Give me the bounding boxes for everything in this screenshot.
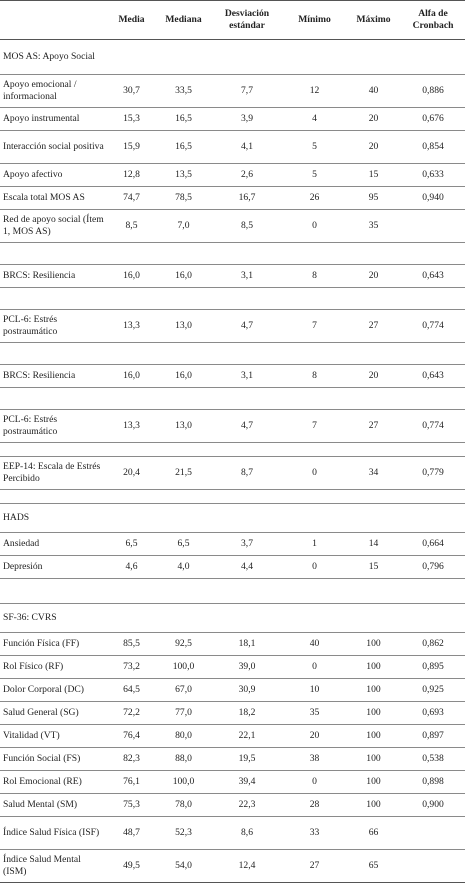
spacer-cell: [0, 343, 465, 365]
cell-minimo: 0: [283, 656, 346, 679]
cell-alfa: 0,898: [401, 771, 465, 794]
header-cell-media: Media: [107, 1, 156, 40]
cell-maximo: 100: [346, 725, 401, 748]
row-label: Dolor Corporal (DC): [0, 679, 107, 702]
section-empty-cell: [283, 504, 346, 533]
cell-minimo: 0: [283, 457, 346, 490]
row-label: Salud General (SG): [0, 702, 107, 725]
cell-media: 13,3: [107, 310, 156, 343]
table-row: [0, 265, 465, 288]
cell-minimo: 12: [283, 75, 346, 108]
cell-alfa: 0,643: [401, 265, 465, 288]
cell-minimo: 33: [283, 817, 346, 850]
cell-desviacion: 3,9: [211, 108, 283, 131]
cell-mediana: 77,0: [156, 702, 211, 725]
section-empty-cell: [211, 604, 283, 633]
cell-desviacion: 19,5: [211, 748, 283, 771]
cell-desviacion: 22,1: [211, 725, 283, 748]
cell-media: 20,4: [107, 457, 156, 490]
cell-mediana: 21,5: [156, 457, 211, 490]
cell-alfa: 0,886: [401, 75, 465, 108]
cell-minimo: 20: [283, 725, 346, 748]
cell-maximo: 100: [346, 794, 401, 817]
cell-minimo: 7: [283, 310, 346, 343]
cell-maximo: 100: [346, 679, 401, 702]
spacer-cell: [0, 443, 465, 457]
spacer-row: [0, 579, 465, 604]
table-row: [0, 365, 465, 388]
cell-alfa: 0,897: [401, 725, 465, 748]
row-label: PCL-6: Estrés postraumático: [0, 410, 107, 443]
cell-mediana: 92,5: [156, 633, 211, 656]
cell-mediana: 100,0: [156, 656, 211, 679]
section-empty-cell: [401, 40, 465, 75]
table-row: [0, 656, 465, 679]
cell-alfa: [401, 850, 465, 883]
cell-media: 6,5: [107, 533, 156, 556]
row-label: Índice Salud Mental (ISM): [0, 850, 107, 883]
cell-mediana: 16,5: [156, 108, 211, 131]
section-empty-cell: [346, 40, 401, 75]
cell-mediana: 54,0: [156, 850, 211, 883]
cell-maximo: 34: [346, 457, 401, 490]
section-label: SF-36: CVRS: [0, 604, 107, 633]
cell-media: 49,5: [107, 850, 156, 883]
cell-desviacion: 4,7: [211, 410, 283, 443]
cell-mediana: 7,0: [156, 210, 211, 243]
spacer-row: [0, 443, 465, 457]
cell-mediana: 100,0: [156, 771, 211, 794]
row-label: Índice Salud Física (ISF): [0, 817, 107, 850]
header-cell-minimo: Mínimo: [283, 1, 346, 40]
cell-minimo: 4: [283, 108, 346, 131]
table-row: [0, 556, 465, 579]
cell-desviacion: 7,7: [211, 75, 283, 108]
table-row: [0, 410, 465, 443]
section-empty-cell: [156, 604, 211, 633]
table-row: [0, 702, 465, 725]
table-row: [0, 850, 465, 883]
header-row: [0, 1, 465, 40]
cell-media: 64,5: [107, 679, 156, 702]
section-empty-cell: [211, 40, 283, 75]
section-empty-cell: [107, 40, 156, 75]
cell-maximo: 20: [346, 365, 401, 388]
table-row: [0, 679, 465, 702]
cell-alfa: 0,779: [401, 457, 465, 490]
cell-mediana: 16,5: [156, 131, 211, 164]
cell-desviacion: 16,7: [211, 187, 283, 210]
cell-desviacion: 18,2: [211, 702, 283, 725]
section-empty-cell: [107, 604, 156, 633]
table-row: [0, 131, 465, 164]
spacer-row: [0, 288, 465, 310]
row-label: BRCS: Resiliencia: [0, 365, 107, 388]
cell-media: 16,0: [107, 365, 156, 388]
cell-maximo: 35: [346, 210, 401, 243]
section-empty-cell: [156, 40, 211, 75]
cell-mediana: 6,5: [156, 533, 211, 556]
table-row: [0, 75, 465, 108]
spacer-row: [0, 490, 465, 504]
cell-maximo: 14: [346, 533, 401, 556]
cell-minimo: 8: [283, 265, 346, 288]
cell-alfa: 0,940: [401, 187, 465, 210]
cell-maximo: 40: [346, 75, 401, 108]
spacer-cell: [0, 288, 465, 310]
table-row: [0, 771, 465, 794]
cell-alfa: 0,854: [401, 131, 465, 164]
cell-maximo: 95: [346, 187, 401, 210]
cell-alfa: 0,676: [401, 108, 465, 131]
table-row: [0, 457, 465, 490]
cell-minimo: 35: [283, 702, 346, 725]
cell-media: 82,3: [107, 748, 156, 771]
cell-minimo: 7: [283, 410, 346, 443]
section-label: MOS AS: Apoyo Social: [0, 40, 107, 75]
cell-minimo: 1: [283, 533, 346, 556]
cell-maximo: 15: [346, 164, 401, 187]
table-row: [0, 817, 465, 850]
cell-desviacion: 4,4: [211, 556, 283, 579]
cell-maximo: 66: [346, 817, 401, 850]
row-label: Rol Emocional (RE): [0, 771, 107, 794]
header-cell-label: [0, 1, 107, 40]
row-label: Depresión: [0, 556, 107, 579]
cell-maximo: 20: [346, 108, 401, 131]
cell-mediana: 16,0: [156, 265, 211, 288]
table-row: [0, 310, 465, 343]
section-empty-cell: [346, 604, 401, 633]
cell-alfa: 0,664: [401, 533, 465, 556]
cell-minimo: 26: [283, 187, 346, 210]
cell-media: 76,4: [107, 725, 156, 748]
cell-mediana: 4,0: [156, 556, 211, 579]
row-label: Rol Físico (RF): [0, 656, 107, 679]
section-empty-cell: [211, 504, 283, 533]
row-label: BRCS: Resiliencia: [0, 265, 107, 288]
cell-media: 13,3: [107, 410, 156, 443]
row-label: Función Social (FS): [0, 748, 107, 771]
cell-desviacion: 4,7: [211, 310, 283, 343]
table-row: [0, 164, 465, 187]
section-row: [0, 40, 465, 75]
cell-maximo: 27: [346, 410, 401, 443]
header-cell-maximo: Máximo: [346, 1, 401, 40]
cell-minimo: 10: [283, 679, 346, 702]
cell-minimo: 28: [283, 794, 346, 817]
cell-media: 48,7: [107, 817, 156, 850]
header-cell-mediana: Mediana: [156, 1, 211, 40]
table-row: [0, 794, 465, 817]
row-label: Vitalidad (VT): [0, 725, 107, 748]
cell-desviacion: 3,7: [211, 533, 283, 556]
cell-mediana: 52,3: [156, 817, 211, 850]
cell-desviacion: 3,1: [211, 365, 283, 388]
spacer-row: [0, 243, 465, 265]
cell-minimo: 0: [283, 556, 346, 579]
section-empty-cell: [283, 40, 346, 75]
section-empty-cell: [283, 604, 346, 633]
table-row: [0, 748, 465, 771]
cell-desviacion: 39,0: [211, 656, 283, 679]
spacer-cell: [0, 388, 465, 410]
section-empty-cell: [401, 504, 465, 533]
spacer-row: [0, 388, 465, 410]
cell-desviacion: 8,6: [211, 817, 283, 850]
cell-alfa: [401, 210, 465, 243]
cell-alfa: 0,633: [401, 164, 465, 187]
row-label: Ansiedad: [0, 533, 107, 556]
cell-media: 85,5: [107, 633, 156, 656]
cell-maximo: 15: [346, 556, 401, 579]
row-label: Red de apoyo social (Ítem 1, MOS AS): [0, 210, 107, 243]
table-row: [0, 533, 465, 556]
cell-alfa: 0,774: [401, 310, 465, 343]
cell-maximo: 27: [346, 310, 401, 343]
header-cell-alfa: Alfa de Cronbach: [401, 1, 465, 40]
table-row: [0, 108, 465, 131]
cell-desviacion: 4,1: [211, 131, 283, 164]
cell-alfa: 0,796: [401, 556, 465, 579]
cell-minimo: 40: [283, 633, 346, 656]
cell-media: 8,5: [107, 210, 156, 243]
cell-alfa: 0,693: [401, 702, 465, 725]
table-row: [0, 725, 465, 748]
cell-desviacion: 3,1: [211, 265, 283, 288]
cell-minimo: 0: [283, 771, 346, 794]
cell-minimo: 8: [283, 365, 346, 388]
cell-alfa: 0,643: [401, 365, 465, 388]
cell-desviacion: 22,3: [211, 794, 283, 817]
cell-mediana: 13,0: [156, 310, 211, 343]
cell-desviacion: 30,9: [211, 679, 283, 702]
cell-alfa: 0,538: [401, 748, 465, 771]
cell-mediana: 80,0: [156, 725, 211, 748]
cell-mediana: 78,5: [156, 187, 211, 210]
cell-maximo: 20: [346, 265, 401, 288]
cell-alfa: 0,925: [401, 679, 465, 702]
cell-media: 76,1: [107, 771, 156, 794]
section-label: HADS: [0, 504, 107, 533]
section-empty-cell: [346, 504, 401, 533]
cell-mediana: 67,0: [156, 679, 211, 702]
cell-mediana: 78,0: [156, 794, 211, 817]
cell-desviacion: 2,6: [211, 164, 283, 187]
row-label: Escala total MOS AS: [0, 187, 107, 210]
cell-media: 74,7: [107, 187, 156, 210]
cell-alfa: 0,900: [401, 794, 465, 817]
cell-maximo: 100: [346, 702, 401, 725]
cell-media: 4,6: [107, 556, 156, 579]
row-label: Salud Mental (SM): [0, 794, 107, 817]
cell-media: 72,2: [107, 702, 156, 725]
cell-minimo: 5: [283, 131, 346, 164]
table-row: [0, 633, 465, 656]
row-label: PCL-6: Estrés postraumático: [0, 310, 107, 343]
cell-desviacion: 18,1: [211, 633, 283, 656]
section-empty-cell: [107, 504, 156, 533]
cell-minimo: 0: [283, 210, 346, 243]
cell-maximo: 65: [346, 850, 401, 883]
cell-mediana: 88,0: [156, 748, 211, 771]
cell-media: 12,8: [107, 164, 156, 187]
table-row: [0, 210, 465, 243]
row-label: Función Física (FF): [0, 633, 107, 656]
cell-desviacion: 39,4: [211, 771, 283, 794]
cell-alfa: [401, 817, 465, 850]
cell-desviacion: 12,4: [211, 850, 283, 883]
table-row: [0, 187, 465, 210]
cell-minimo: 27: [283, 850, 346, 883]
cell-maximo: 100: [346, 656, 401, 679]
row-label: Apoyo instrumental: [0, 108, 107, 131]
section-row: [0, 504, 465, 533]
table-body: [0, 40, 465, 883]
row-label: Interacción social positiva: [0, 131, 107, 164]
section-row: [0, 604, 465, 633]
cell-maximo: 100: [346, 748, 401, 771]
cell-alfa: 0,895: [401, 656, 465, 679]
cell-minimo: 5: [283, 164, 346, 187]
cell-mediana: 13,0: [156, 410, 211, 443]
cell-media: 15,3: [107, 108, 156, 131]
row-label: Apoyo afectivo: [0, 164, 107, 187]
spacer-cell: [0, 579, 465, 604]
cell-desviacion: 8,5: [211, 210, 283, 243]
cell-mediana: 13,5: [156, 164, 211, 187]
spacer-cell: [0, 490, 465, 504]
cell-media: 30,7: [107, 75, 156, 108]
cell-media: 73,2: [107, 656, 156, 679]
header-cell-desviacion: Desviación estándar: [211, 1, 283, 40]
cell-minimo: 38: [283, 748, 346, 771]
cell-mediana: 16,0: [156, 365, 211, 388]
cell-maximo: 100: [346, 633, 401, 656]
section-empty-cell: [401, 604, 465, 633]
cell-alfa: 0,862: [401, 633, 465, 656]
row-label: Apoyo emocional / informacional: [0, 75, 107, 108]
row-label: EEP-14: Escala de Estrés Percibido: [0, 457, 107, 490]
cell-maximo: 100: [346, 771, 401, 794]
spacer-row: [0, 343, 465, 365]
cell-media: 75,3: [107, 794, 156, 817]
spacer-cell: [0, 243, 465, 265]
cell-mediana: 33,5: [156, 75, 211, 108]
cell-media: 16,0: [107, 265, 156, 288]
section-empty-cell: [156, 504, 211, 533]
cell-maximo: 20: [346, 131, 401, 164]
cell-alfa: 0,774: [401, 410, 465, 443]
cell-desviacion: 8,7: [211, 457, 283, 490]
cell-media: 15,9: [107, 131, 156, 164]
